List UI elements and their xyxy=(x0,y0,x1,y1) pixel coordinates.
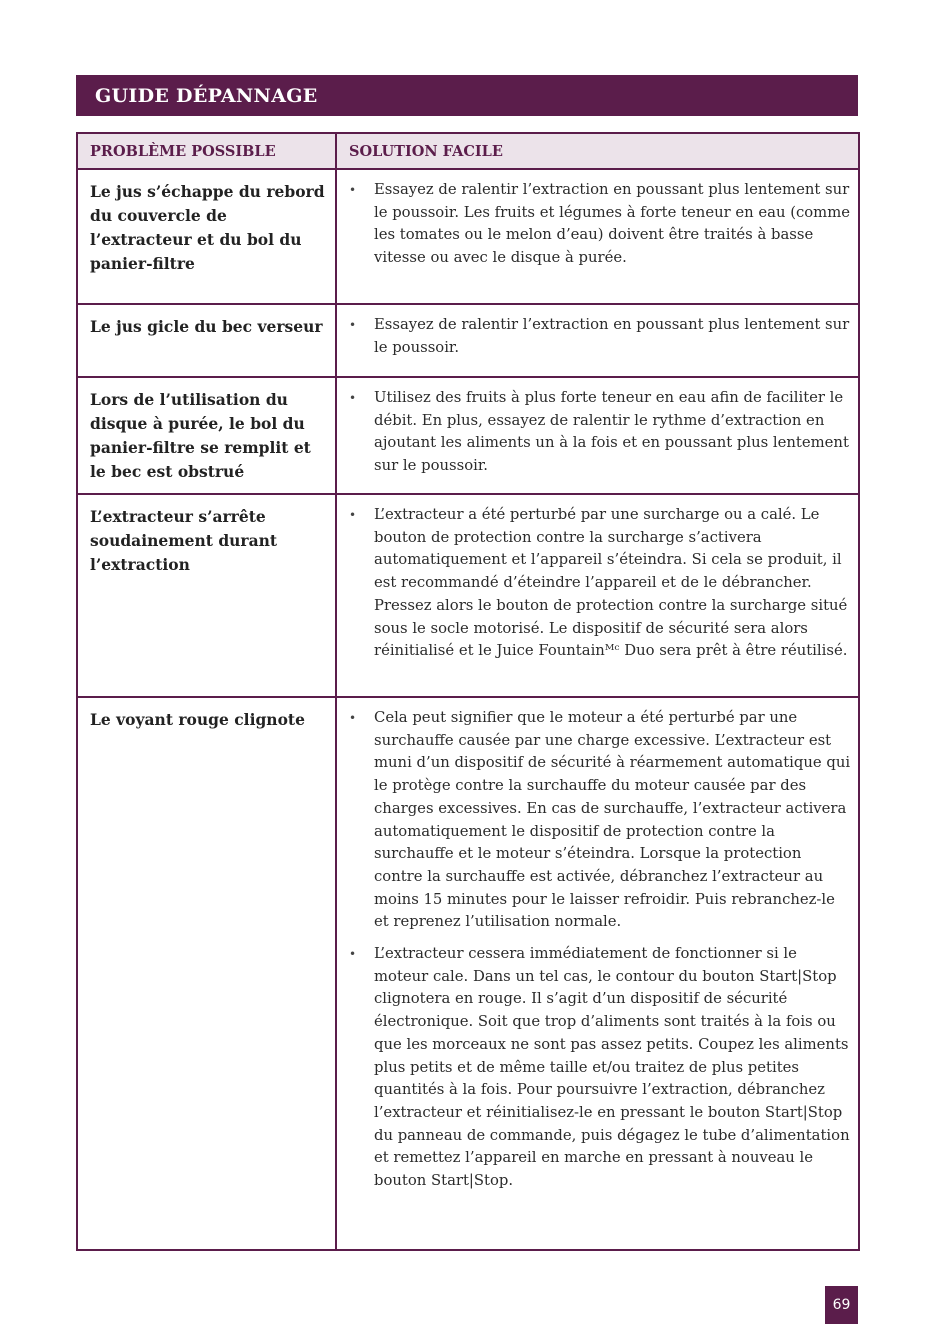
table-row xyxy=(77,169,859,304)
solution-item xyxy=(347,179,852,270)
solution-cell xyxy=(336,494,859,697)
bullet-icon: • xyxy=(349,391,357,405)
table-row xyxy=(77,697,859,1250)
solution-cell xyxy=(336,304,859,377)
table-row xyxy=(77,494,859,697)
section-title-bar xyxy=(76,75,858,116)
page-number: 69 xyxy=(825,1286,858,1324)
column-header-solution: SOLUTION FACILE xyxy=(336,133,859,169)
column-header-problem: PROBLÈME POSSIBLE xyxy=(77,133,336,169)
problem-cell: Lors de l’utilisation du disque à purée, le bol du panier-filtre se remplit et le bec est obstrué xyxy=(77,377,336,494)
solution-item xyxy=(347,387,852,478)
bullet-icon: • xyxy=(349,508,357,522)
solution-item xyxy=(347,314,852,359)
solution-item xyxy=(347,707,852,934)
table-header-row xyxy=(77,133,859,169)
solution-item xyxy=(347,943,852,1193)
table-row xyxy=(77,377,859,494)
solution-cell xyxy=(336,377,859,494)
page-title: GUIDE DÉPANNAGE xyxy=(95,84,318,107)
problem-cell: Le jus gicle du bec verseur xyxy=(77,304,336,377)
problem-cell: Le jus s’échappe du rebord du couvercle de l’extracteur et du bol du panier-filtre xyxy=(77,169,336,304)
problem-cell: Le voyant rouge clignote xyxy=(77,697,336,1250)
solution-text: Cela peut signifier que le moteur a été perturbé par une surchauffe causée par une charge excessive. L’extracteur est muni d’un dispositif de sécurité à réarmement automatique qui le protège contre la surchauffe du moteur causée par des charges excessives. En cas de surchauffe, l’extracteur activera automatiquement le dispositif de protection contre la surchauffe et le moteur s’éteindra. Lorsque la protection contre la surchauffe est activée, débranchez l’extracteur au moins 15 minutes pour le laisser refroidir. Puis rebranchez-le et reprenez l’utilisation normale. xyxy=(374,709,851,931)
solution-text: Essayez de ralentir l’extraction en poussant plus lentement sur le poussoir. Les fruits et légumes à forte teneur en eau (comme les tomates ou le melon d’eau) doivent être traités à basse vitesse ou avec le disque à purée. xyxy=(374,181,850,267)
solution-cell xyxy=(336,169,859,304)
table-row xyxy=(77,304,859,377)
bullet-icon: • xyxy=(349,318,357,332)
solution-text: Utilisez des fruits à plus forte teneur en eau afin de faciliter le débit. En plus, essayez de ralentir le rythme d’extraction en ajoutant les aliments un à la fois et en poussant plus lentement sur le poussoir. xyxy=(374,389,849,475)
bullet-icon: • xyxy=(349,183,357,197)
bullet-icon: • xyxy=(349,947,357,962)
troubleshooting-table xyxy=(76,132,860,1251)
solution-item xyxy=(347,504,852,663)
solution-text: L’extracteur cessera immédiatement de fonctionner si le moteur cale. Dans un tel cas, le contour du bouton Start|Stop clignotera en rouge. Il s’agit d’un dispositif de sécurité électronique. Soit que trop d’aliments sont traités à la fois ou que les morceaux ne sont pas assez petits. Coupez les aliments plus petits et de même taille et/ou traitez de plus petites quantités à la fois. Pour poursuivre l’extraction, débranchez l’extracteur et réinitialisez-le en pressant le bouton Start|Stop du panneau de commande, puis dégagez le tube d’alimentation et remettez l’appareil en marche en pressant à nouveau le bouton Start|Stop. xyxy=(374,945,850,1190)
solution-text: L’extracteur a été perturbé par une surcharge ou a calé. Le bouton de protection contre la surcharge s’activera automatiquement et l’appareil s’éteindra. Si cela se produit, il est recommandé d’éteindre l’appareil et de le débrancher. Pressez alors le bouton de protection contre la surcharge situé sous le socle motorisé. Le dispositif de sécurité sera alors réinitialisé et le Juice Fountainᴹᶜ Duo sera prêt à être réutilisé. xyxy=(374,506,848,660)
bullet-icon: • xyxy=(349,711,357,725)
solution-text: Essayez de ralentir l’extraction en poussant plus lentement sur le poussoir. xyxy=(374,316,850,356)
problem-cell: L’extracteur s’arrête soudainement durant l’extraction xyxy=(77,494,336,697)
solution-cell xyxy=(336,697,859,1250)
